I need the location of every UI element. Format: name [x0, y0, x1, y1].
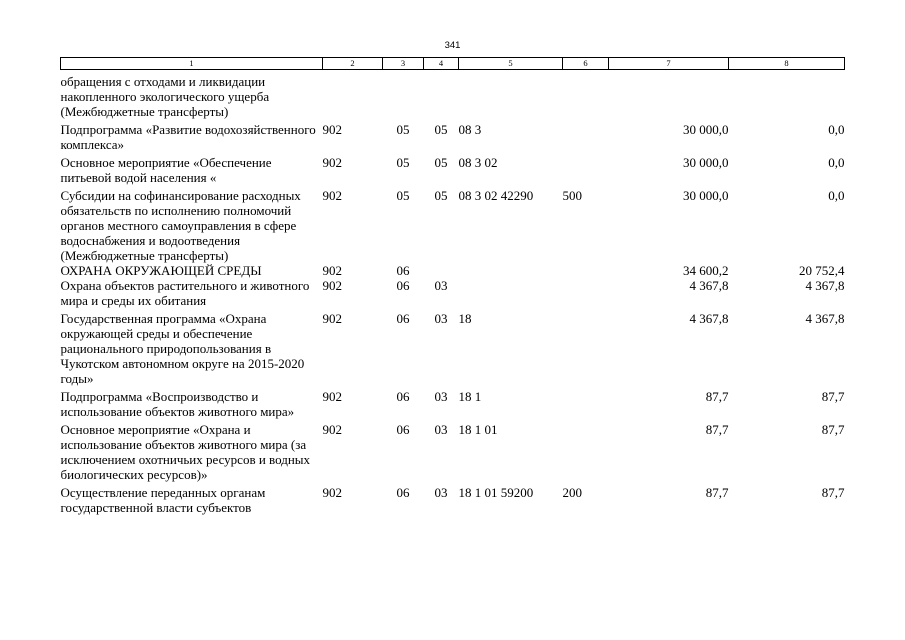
cell-expense-type: 500	[562, 188, 582, 203]
cell-amount-2: 0,0	[828, 188, 845, 203]
cell-subsection: 03	[434, 422, 448, 437]
column-header-5: 5	[459, 58, 563, 70]
column-header-1: 1	[61, 58, 323, 70]
row-name: Подпрограмма «Развитие водохозяйственного комплекса»	[60, 122, 316, 152]
column-header-8: 8	[729, 58, 845, 70]
cell-target-code: 18 1 01 59200	[458, 485, 534, 500]
table-row	[61, 419, 845, 482]
table-row	[61, 482, 845, 515]
cell-section: 05	[396, 188, 410, 203]
cell-amount-2: 87,7	[821, 485, 845, 500]
row-name: Основное мероприятие «Охрана и использование объектов животного мира (за исключением охотничьих ресурсов и водных биологических ресурсов)»	[60, 422, 311, 482]
row-name: ОХРАНА ОКРУЖАЮЩЕЙ СРЕДЫ	[60, 263, 262, 278]
cell-section: 06	[396, 278, 410, 293]
row-name: обращения с отходами и ликвидации накопленного экологического ущерба (Межбюджетные трансферты)	[60, 74, 270, 119]
table-header-row	[61, 58, 845, 70]
cell-subsection	[424, 263, 459, 278]
cell-amount-1: 4 367,8	[689, 278, 729, 293]
cell-amount-1	[609, 70, 729, 120]
cell-amount-1: 4 367,8	[689, 311, 729, 326]
column-header-2: 2	[323, 58, 383, 70]
cell-target-code: 08 3 02	[458, 155, 498, 170]
cell-expense-type	[563, 308, 609, 386]
table-row	[61, 386, 845, 419]
row-name: Охрана объектов растительного и животного мира и среды их обитания	[60, 278, 310, 308]
cell-amount-1: 87,7	[705, 422, 729, 437]
cell-amount-1: 30 000,0	[683, 122, 729, 137]
column-header-7: 7	[609, 58, 729, 70]
cell-target-code: 18	[458, 311, 472, 326]
table-row	[61, 152, 845, 185]
cell-amount-1: 30 000,0	[683, 155, 729, 170]
cell-expense-type	[563, 386, 609, 419]
cell-target-code	[459, 263, 563, 278]
table-row	[61, 308, 845, 386]
table-row	[61, 119, 845, 152]
cell-ministry	[323, 70, 383, 120]
cell-target-code: 08 3 02 42290	[458, 188, 534, 203]
cell-ministry: 902	[322, 389, 342, 404]
cell-subsection: 03	[434, 389, 448, 404]
cell-amount-2: 0,0	[828, 155, 845, 170]
cell-subsection: 03	[434, 311, 448, 326]
cell-subsection: 05	[434, 155, 448, 170]
cell-amount-2	[729, 70, 845, 120]
cell-section: 05	[396, 122, 410, 137]
column-header-3: 3	[383, 58, 424, 70]
cell-ministry: 902	[322, 122, 342, 137]
cell-target-code	[459, 278, 563, 308]
cell-section: 06	[396, 263, 410, 278]
cell-subsection: 03	[434, 278, 448, 293]
row-name: Государственная программа «Охрана окружающей среды и обеспечение рационального природопользования в Чукотском автономном округе на 2015-2020 годы»	[60, 311, 305, 386]
cell-expense-type	[563, 119, 609, 152]
cell-ministry: 902	[322, 263, 342, 278]
cell-ministry: 902	[322, 422, 342, 437]
row-name: Основное мероприятие «Обеспечение питьевой водой населения «	[60, 155, 272, 185]
cell-amount-2: 87,7	[821, 389, 845, 404]
row-name: Осуществление переданных органам государственной власти субъектов	[60, 485, 266, 515]
table-row	[61, 263, 845, 278]
cell-expense-type	[563, 70, 609, 120]
table-row	[61, 185, 845, 263]
cell-subsection: 05	[434, 188, 448, 203]
column-header-4: 4	[424, 58, 459, 70]
cell-target-code	[459, 70, 563, 120]
cell-expense-type: 200	[562, 485, 582, 500]
row-name: Подпрограмма «Воспроизводство и использование объектов животного мира»	[60, 389, 295, 419]
column-header-6: 6	[563, 58, 609, 70]
cell-subsection: 05	[434, 122, 448, 137]
cell-ministry: 902	[322, 485, 342, 500]
cell-section: 06	[396, 311, 410, 326]
cell-expense-type	[563, 278, 609, 308]
cell-subsection	[424, 70, 459, 120]
cell-amount-1: 87,7	[705, 485, 729, 500]
cell-expense-type	[563, 419, 609, 482]
cell-expense-type	[563, 263, 609, 278]
cell-section: 06	[396, 485, 410, 500]
cell-ministry: 902	[322, 311, 342, 326]
row-name: Субсидии на софинансирование расходных обязательств по исполнению полномочий органов местного самоуправления в сфере водоснабжения и водоотведения (Межбюджетные трансферты)	[60, 188, 301, 263]
cell-subsection: 03	[434, 485, 448, 500]
cell-amount-2: 0,0	[828, 122, 845, 137]
table-row	[61, 70, 845, 120]
table-row	[61, 278, 845, 308]
cell-amount-2: 20 752,4	[799, 263, 845, 278]
cell-amount-2: 87,7	[821, 422, 845, 437]
cell-target-code: 18 1 01	[458, 422, 498, 437]
page-number: 341	[444, 40, 461, 51]
cell-amount-1: 30 000,0	[683, 188, 729, 203]
cell-target-code: 08 3	[458, 122, 482, 137]
cell-ministry: 902	[322, 155, 342, 170]
cell-expense-type	[563, 152, 609, 185]
cell-amount-1: 34 600,2	[683, 263, 729, 278]
cell-ministry: 902	[322, 278, 342, 293]
cell-section: 05	[396, 155, 410, 170]
cell-amount-1: 87,7	[705, 389, 729, 404]
cell-amount-2: 4 367,8	[805, 311, 845, 326]
cell-section: 06	[396, 389, 410, 404]
cell-target-code: 18 1	[458, 389, 482, 404]
cell-ministry: 902	[322, 188, 342, 203]
cell-amount-2: 4 367,8	[805, 278, 845, 293]
budget-table	[60, 57, 845, 515]
cell-section	[383, 70, 424, 120]
cell-section: 06	[396, 422, 410, 437]
